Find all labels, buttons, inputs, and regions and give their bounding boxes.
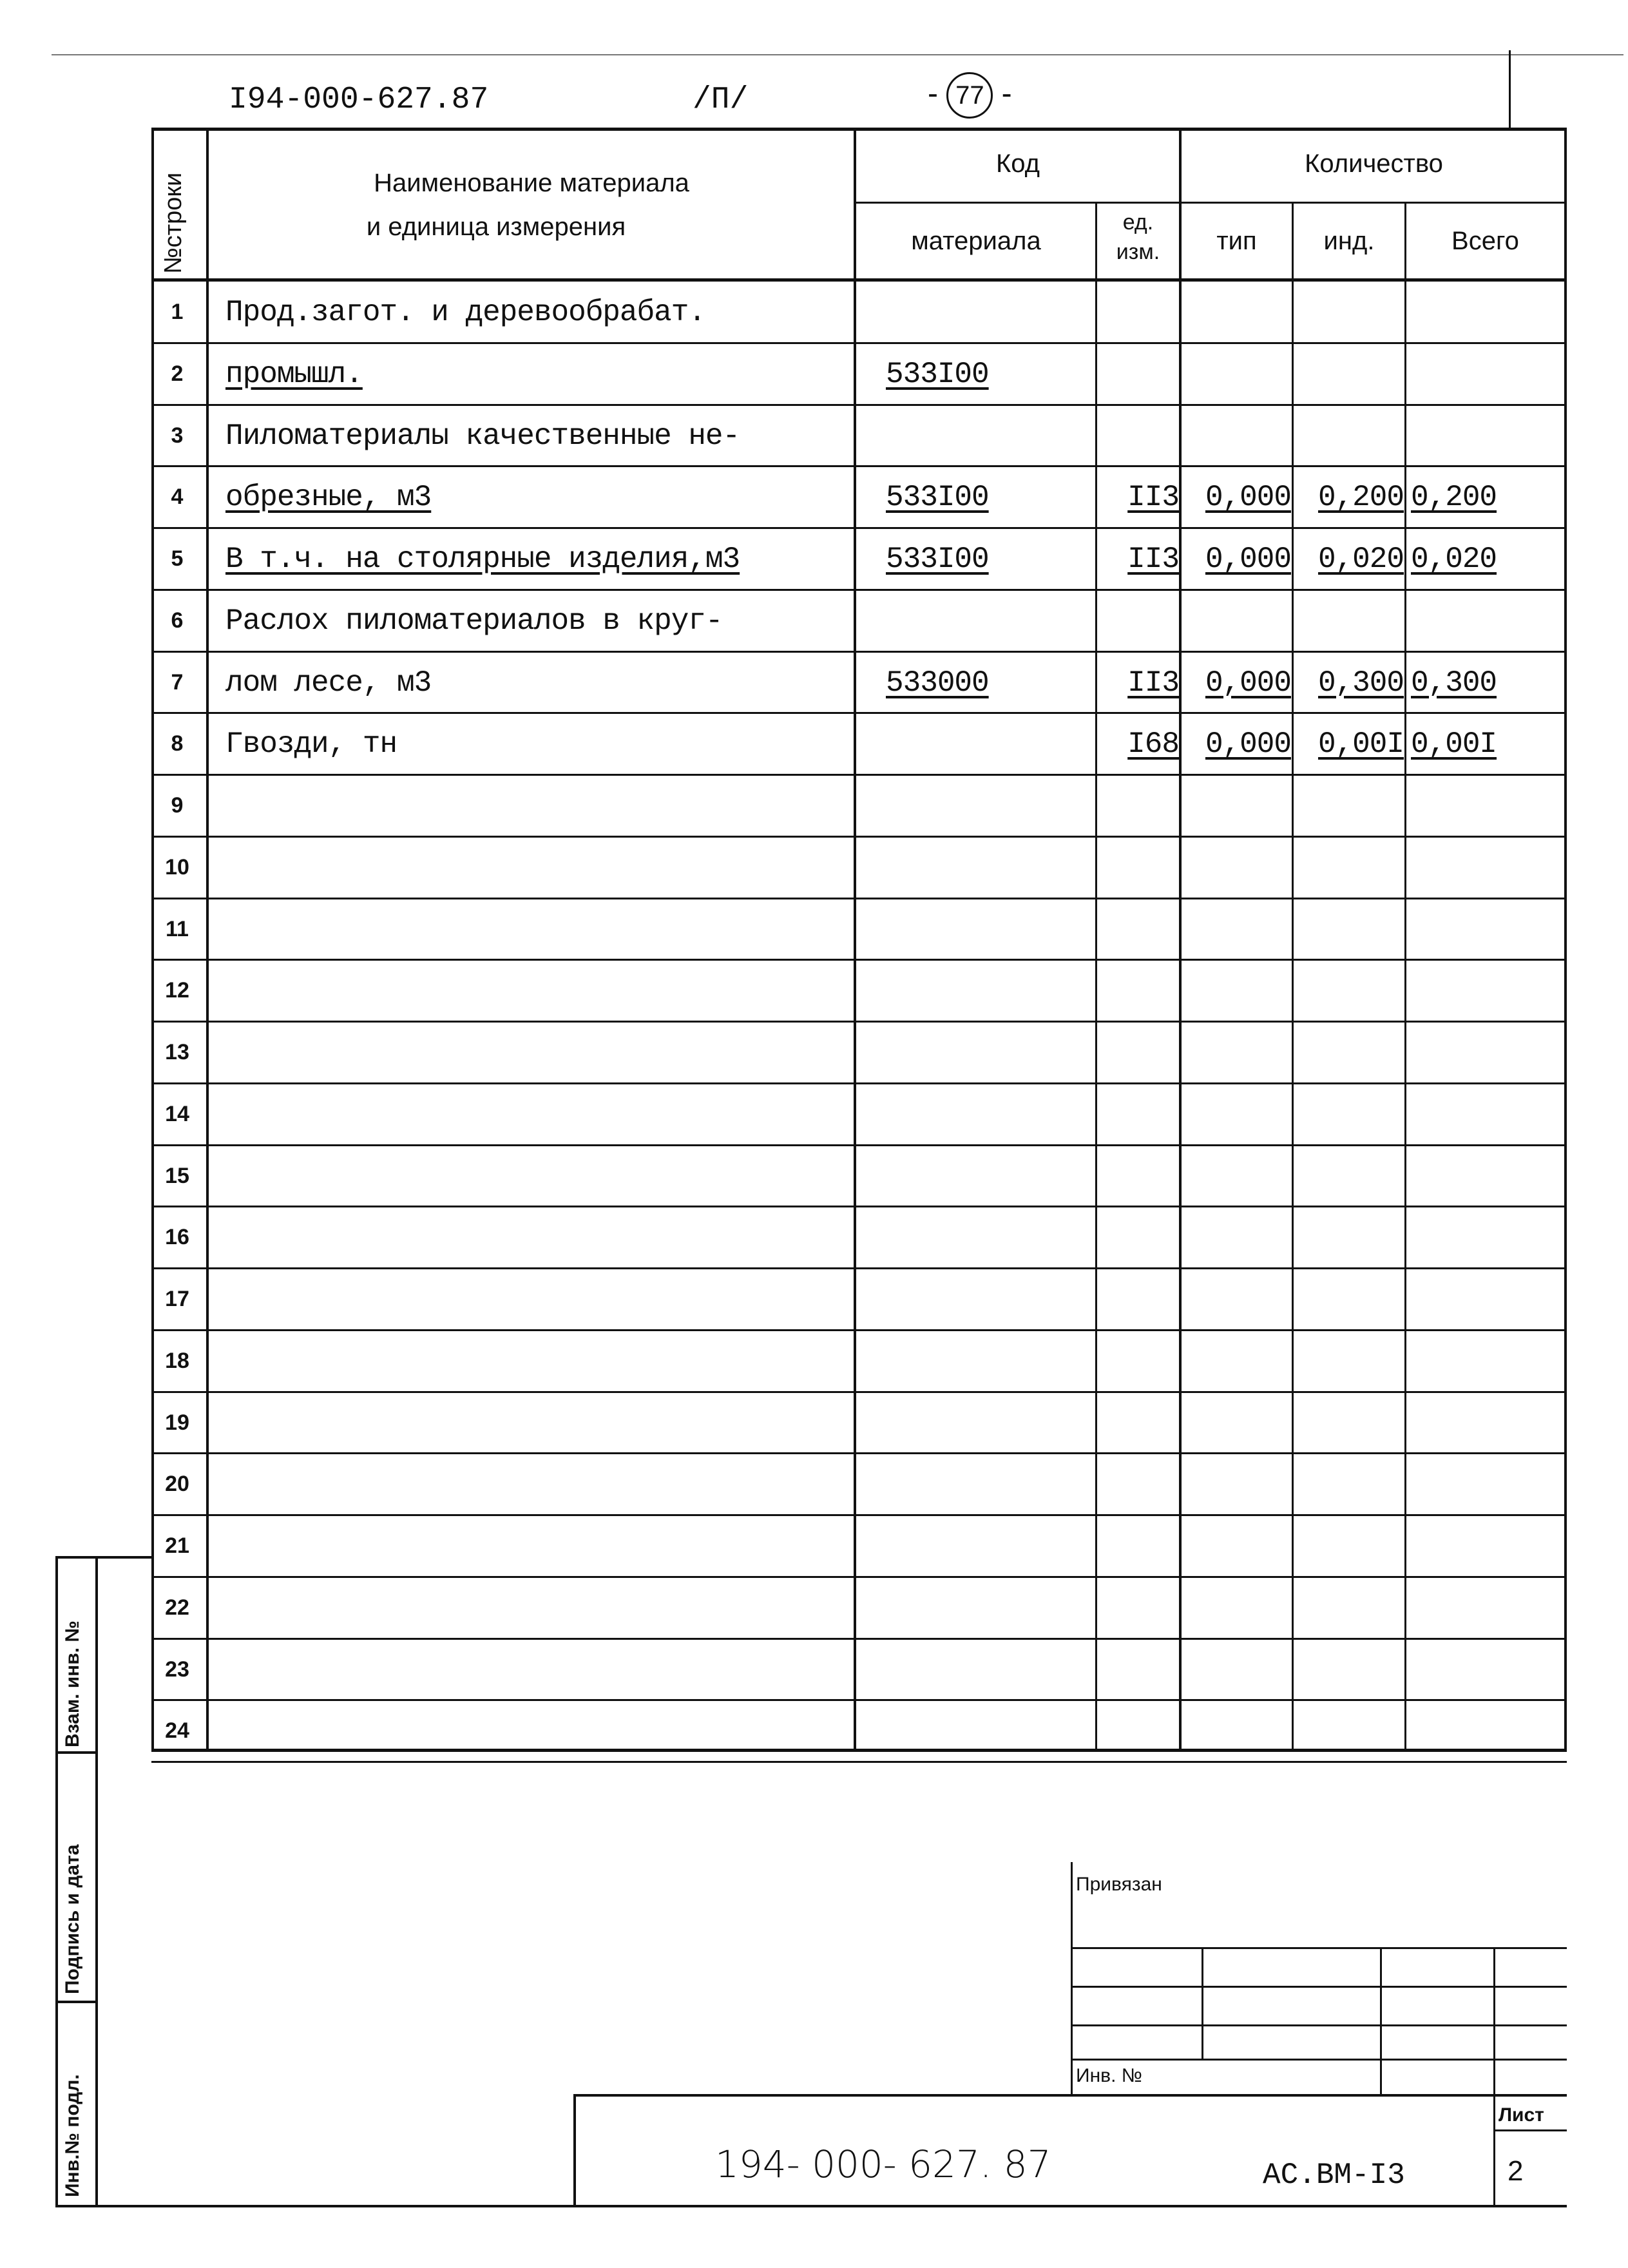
table-cell-ind: 0,00I	[1317, 727, 1404, 762]
table-cell-total: 0,00I	[1411, 727, 1497, 762]
table-cell-name: Пиломатериалы качественные не-	[225, 419, 740, 453]
page-number: - 77 -	[928, 72, 1012, 119]
col-row-number-header: №строки	[160, 172, 187, 274]
side-stamp-vzam: Взам. инв. №	[62, 1620, 83, 1747]
row-number: 22	[165, 1595, 189, 1620]
table-cell-total: 0,020	[1411, 543, 1497, 576]
sheet-label: Лист	[1499, 2104, 1544, 2126]
table-cell-name: Гвозди, тн	[225, 727, 397, 762]
row-number: 17	[165, 1287, 189, 1311]
row-number: 1	[171, 300, 184, 324]
col-name-header-line2: и единица измерения	[366, 213, 626, 241]
row-number: 21	[165, 1533, 189, 1558]
col-unit-header-line1: ед.	[1122, 210, 1154, 235]
row-divider	[151, 1329, 1567, 1331]
row-number: 2	[171, 361, 184, 386]
row-divider	[151, 1699, 1567, 1701]
row-divider	[151, 959, 1567, 961]
table-cell-name: обрезные, м3	[225, 481, 432, 515]
row-divider	[151, 898, 1567, 899]
row-divider	[151, 342, 1567, 344]
table-cell-name: Раслох пиломатериалов в круг-	[225, 604, 723, 638]
table-cell-total: 0,300	[1411, 666, 1497, 700]
row-divider	[151, 836, 1567, 838]
row-number: 18	[165, 1348, 189, 1373]
table-cell-total: 0,200	[1411, 481, 1497, 515]
row-number: 23	[165, 1657, 189, 1682]
col-total-header: Всего	[1451, 227, 1519, 255]
row-divider	[151, 1021, 1567, 1023]
table-cell-typ: 0,000	[1205, 543, 1291, 576]
row-divider	[151, 1576, 1567, 1578]
table-cell-typ: 0,000	[1205, 666, 1291, 700]
row-number: 3	[171, 423, 184, 448]
row-divider	[151, 404, 1567, 406]
row-divider	[151, 589, 1567, 591]
table-cell-typ: 0,000	[1205, 727, 1291, 762]
table-cell-unit: I68	[1127, 727, 1179, 762]
group-quantity-header: Количество	[1305, 149, 1443, 178]
inv-no-label: Инв. №	[1076, 2065, 1142, 2086]
col-typ-header: тип	[1216, 227, 1257, 255]
row-divider	[151, 465, 1567, 467]
row-number: 20	[165, 1472, 189, 1497]
table-cell-unit: II3	[1127, 543, 1179, 576]
row-divider	[151, 1514, 1567, 1516]
table-cell-ind: 0,300	[1317, 666, 1404, 700]
col-ind-header: инд.	[1323, 227, 1375, 255]
row-number: 9	[171, 793, 184, 818]
table-cell-name: промышл.	[225, 357, 363, 391]
row-number: 15	[165, 1163, 189, 1188]
row-number: 11	[166, 916, 189, 941]
row-divider	[151, 1144, 1567, 1146]
table-cell-code: 533I00	[886, 357, 989, 391]
row-divider	[151, 1638, 1567, 1640]
header-mark: /П/	[693, 82, 749, 117]
row-divider	[151, 1206, 1567, 1207]
row-divider	[151, 651, 1567, 653]
row-number: 6	[171, 608, 184, 633]
table-cell-ind: 0,020	[1317, 543, 1404, 576]
table-cell-code: 533000	[886, 666, 989, 700]
table-cell-code: 533I00	[886, 543, 989, 576]
row-number: 19	[165, 1410, 189, 1435]
side-stamp-podpis: Подпись и дата	[62, 1844, 83, 1994]
row-number: 12	[165, 978, 189, 1003]
row-number: 4	[171, 485, 184, 510]
row-number: 16	[165, 1225, 189, 1250]
table-cell-name: В т.ч. на столярные изделия,м3	[225, 543, 740, 576]
row-number: 10	[165, 854, 189, 879]
sheet-number: 2	[1508, 2155, 1524, 2187]
row-number: 8	[171, 731, 184, 756]
row-number: 5	[171, 546, 184, 571]
col-unit-header-line2: изм.	[1116, 240, 1160, 264]
side-stamp-inv-podl: Инв.№ подл.	[62, 2074, 83, 2197]
row-divider	[151, 712, 1567, 714]
row-divider	[151, 527, 1567, 529]
table-cell-name: Прод.загот. и деревообрабат.	[225, 296, 705, 329]
table-cell-unit: II3	[1127, 666, 1179, 700]
row-number: 13	[165, 1040, 189, 1064]
col-material-header: материала	[911, 227, 1041, 255]
table-cell-name: лом лесе, м3	[225, 666, 432, 700]
group-code-header: Код	[995, 149, 1040, 178]
table-cell-unit: II3	[1127, 481, 1179, 515]
title-mark-code: АС.ВМ-I3	[1263, 2158, 1405, 2192]
row-divider	[151, 1391, 1567, 1393]
page-number-circle: 77	[946, 72, 993, 119]
col-name-header-line1: Наименование материала	[374, 169, 689, 197]
row-divider	[151, 1267, 1567, 1269]
table-cell-typ: 0,000	[1205, 481, 1291, 515]
privyazan-label: Привязан	[1076, 1874, 1162, 1895]
row-number: 7	[171, 669, 184, 695]
row-number: 24	[165, 1718, 189, 1744]
row-divider	[151, 1082, 1567, 1084]
header-doc-code: I94-000-627.87	[229, 82, 489, 117]
table-cell-ind: 0,200	[1317, 481, 1404, 515]
row-divider	[151, 774, 1567, 776]
row-divider	[151, 1761, 1567, 1763]
row-number: 14	[165, 1101, 189, 1126]
row-divider	[151, 1452, 1567, 1454]
title-doc-code: 194- 000- 627. 87	[715, 2142, 1051, 2186]
table-cell-code: 533I00	[886, 481, 989, 515]
